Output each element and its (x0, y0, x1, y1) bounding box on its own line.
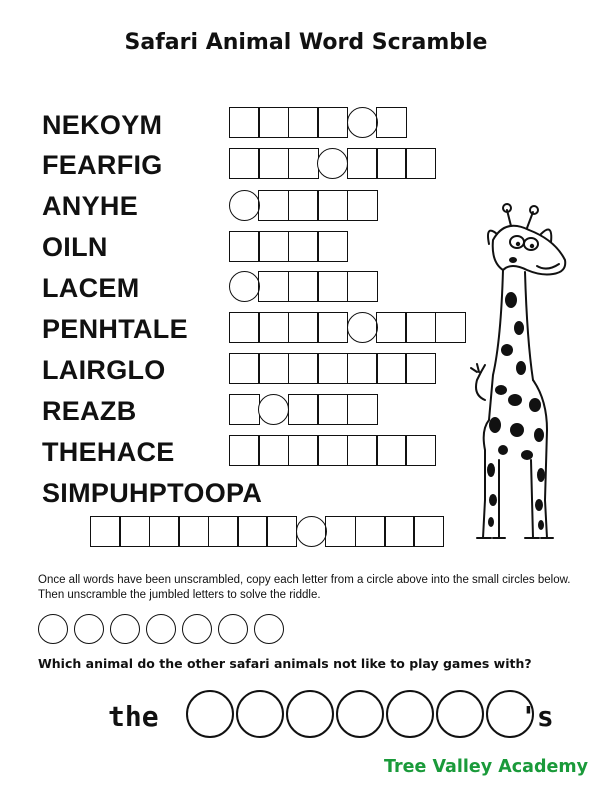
letter-box[interactable] (258, 190, 289, 221)
letter-box[interactable] (229, 353, 260, 384)
scrambled-word: FEARFIG (42, 150, 163, 180)
page-title: Safari Animal Word Scramble (124, 30, 488, 55)
letter-box[interactable] (317, 435, 348, 466)
letter-box[interactable] (347, 394, 378, 425)
letter-box[interactable] (347, 148, 378, 179)
letter-box[interactable] (376, 435, 407, 466)
answer-boxes[interactable] (229, 394, 378, 425)
letter-box[interactable] (119, 516, 150, 547)
letter-box[interactable] (178, 516, 209, 547)
letter-circle-cell[interactable] (229, 190, 260, 221)
letter-box[interactable] (288, 353, 319, 384)
riddle-question: Which animal do the other safari animals not like to play games with? (38, 656, 532, 671)
letter-circles[interactable] (38, 614, 284, 644)
answer-letter-circle[interactable] (236, 690, 284, 738)
letter-circle-cell[interactable] (347, 312, 378, 343)
letter-circle-cell[interactable] (317, 148, 348, 179)
letter-box[interactable] (405, 312, 436, 343)
letter-box[interactable] (355, 516, 386, 547)
answer-boxes[interactable] (229, 271, 378, 302)
letter-box[interactable] (258, 271, 289, 302)
letter-box[interactable] (229, 107, 260, 138)
small-letter-circle[interactable] (218, 614, 248, 644)
letter-box[interactable] (376, 148, 407, 179)
scrambled-word: ANYHE (42, 191, 139, 221)
answer-boxes[interactable] (229, 107, 407, 138)
letter-box[interactable] (229, 435, 260, 466)
answer-boxes[interactable] (90, 516, 444, 547)
answer-letter-circle[interactable] (336, 690, 384, 738)
scrambled-word: NEKOYM (42, 110, 163, 140)
letter-box[interactable] (208, 516, 239, 547)
letter-circle-cell[interactable] (229, 271, 260, 302)
scrambled-word: REAZB (42, 396, 137, 426)
small-letter-circle[interactable] (74, 614, 104, 644)
letter-box[interactable] (405, 148, 436, 179)
instructions: Once all words have been unscrambled, copy each letter from a circle above into the small circles below. Then unscramble the jumbled letters to solve the riddle. (38, 574, 571, 601)
small-letter-circle[interactable] (110, 614, 140, 644)
letter-box[interactable] (376, 312, 407, 343)
letter-box[interactable] (288, 190, 319, 221)
small-letter-circle[interactable] (182, 614, 212, 644)
letter-box[interactable] (229, 394, 260, 425)
answer-suffix: 's (520, 700, 554, 733)
answer-circles[interactable] (186, 690, 534, 738)
answer-letter-circle[interactable] (186, 690, 234, 738)
letter-box[interactable] (237, 516, 268, 547)
answer-letter-circle[interactable] (436, 690, 484, 738)
answer-boxes[interactable] (229, 353, 436, 384)
letter-circle-cell[interactable] (258, 394, 289, 425)
letter-box[interactable] (325, 516, 356, 547)
small-letter-circle[interactable] (146, 614, 176, 644)
letter-box[interactable] (347, 190, 378, 221)
letter-box[interactable] (347, 271, 378, 302)
letter-box[interactable] (347, 435, 378, 466)
small-letter-circle[interactable] (38, 614, 68, 644)
letter-box[interactable] (384, 516, 415, 547)
scrambled-word: OILN (42, 232, 108, 262)
letter-box[interactable] (317, 107, 348, 138)
letter-box[interactable] (90, 516, 121, 547)
scrambled-word: PENHTALE (42, 314, 188, 344)
answer-boxes[interactable] (229, 312, 466, 343)
letter-box[interactable] (258, 435, 289, 466)
letter-box[interactable] (317, 394, 348, 425)
letter-box[interactable] (405, 353, 436, 384)
letter-circle-cell[interactable] (347, 107, 378, 138)
answer-boxes[interactable] (229, 190, 378, 221)
letter-box[interactable] (149, 516, 180, 547)
letter-box[interactable] (229, 231, 260, 262)
letter-box[interactable] (258, 148, 289, 179)
letter-circle-cell[interactable] (296, 516, 327, 547)
letter-box[interactable] (317, 190, 348, 221)
answer-boxes[interactable] (229, 148, 436, 179)
letter-box[interactable] (258, 353, 289, 384)
answer-letter-circle[interactable] (286, 690, 334, 738)
answer-letter-circle[interactable] (386, 690, 434, 738)
answer-boxes[interactable] (229, 435, 436, 466)
letter-box[interactable] (317, 271, 348, 302)
letter-box[interactable] (317, 231, 348, 262)
letter-box[interactable] (376, 353, 407, 384)
scrambled-word: THEHACE (42, 437, 175, 467)
letter-box[interactable] (347, 353, 378, 384)
answer-boxes[interactable] (229, 231, 348, 262)
letter-box[interactable] (288, 148, 319, 179)
letter-box[interactable] (266, 516, 297, 547)
scrambled-word: LACEM (42, 273, 140, 303)
footer-brand: Tree Valley Academy (384, 757, 589, 777)
letter-box[interactable] (405, 435, 436, 466)
giraffe-illustration (455, 200, 585, 550)
letter-box[interactable] (288, 271, 319, 302)
letter-box[interactable] (258, 231, 289, 262)
letter-box[interactable] (288, 231, 319, 262)
letter-box[interactable] (317, 353, 348, 384)
letter-box[interactable] (258, 312, 289, 343)
letter-box[interactable] (288, 394, 319, 425)
letter-box[interactable] (288, 107, 319, 138)
letter-box[interactable] (288, 435, 319, 466)
letter-box[interactable] (229, 148, 260, 179)
letter-box[interactable] (376, 107, 407, 138)
letter-box[interactable] (317, 312, 348, 343)
letter-box[interactable] (413, 516, 444, 547)
letter-box[interactable] (288, 312, 319, 343)
letter-box[interactable] (229, 312, 260, 343)
scrambled-word: SIMPUHPTOOPA (42, 478, 263, 508)
small-letter-circle[interactable] (254, 614, 284, 644)
scrambled-word: LAIRGLO (42, 355, 166, 385)
answer-prefix: the (108, 700, 159, 733)
letter-box[interactable] (258, 107, 289, 138)
